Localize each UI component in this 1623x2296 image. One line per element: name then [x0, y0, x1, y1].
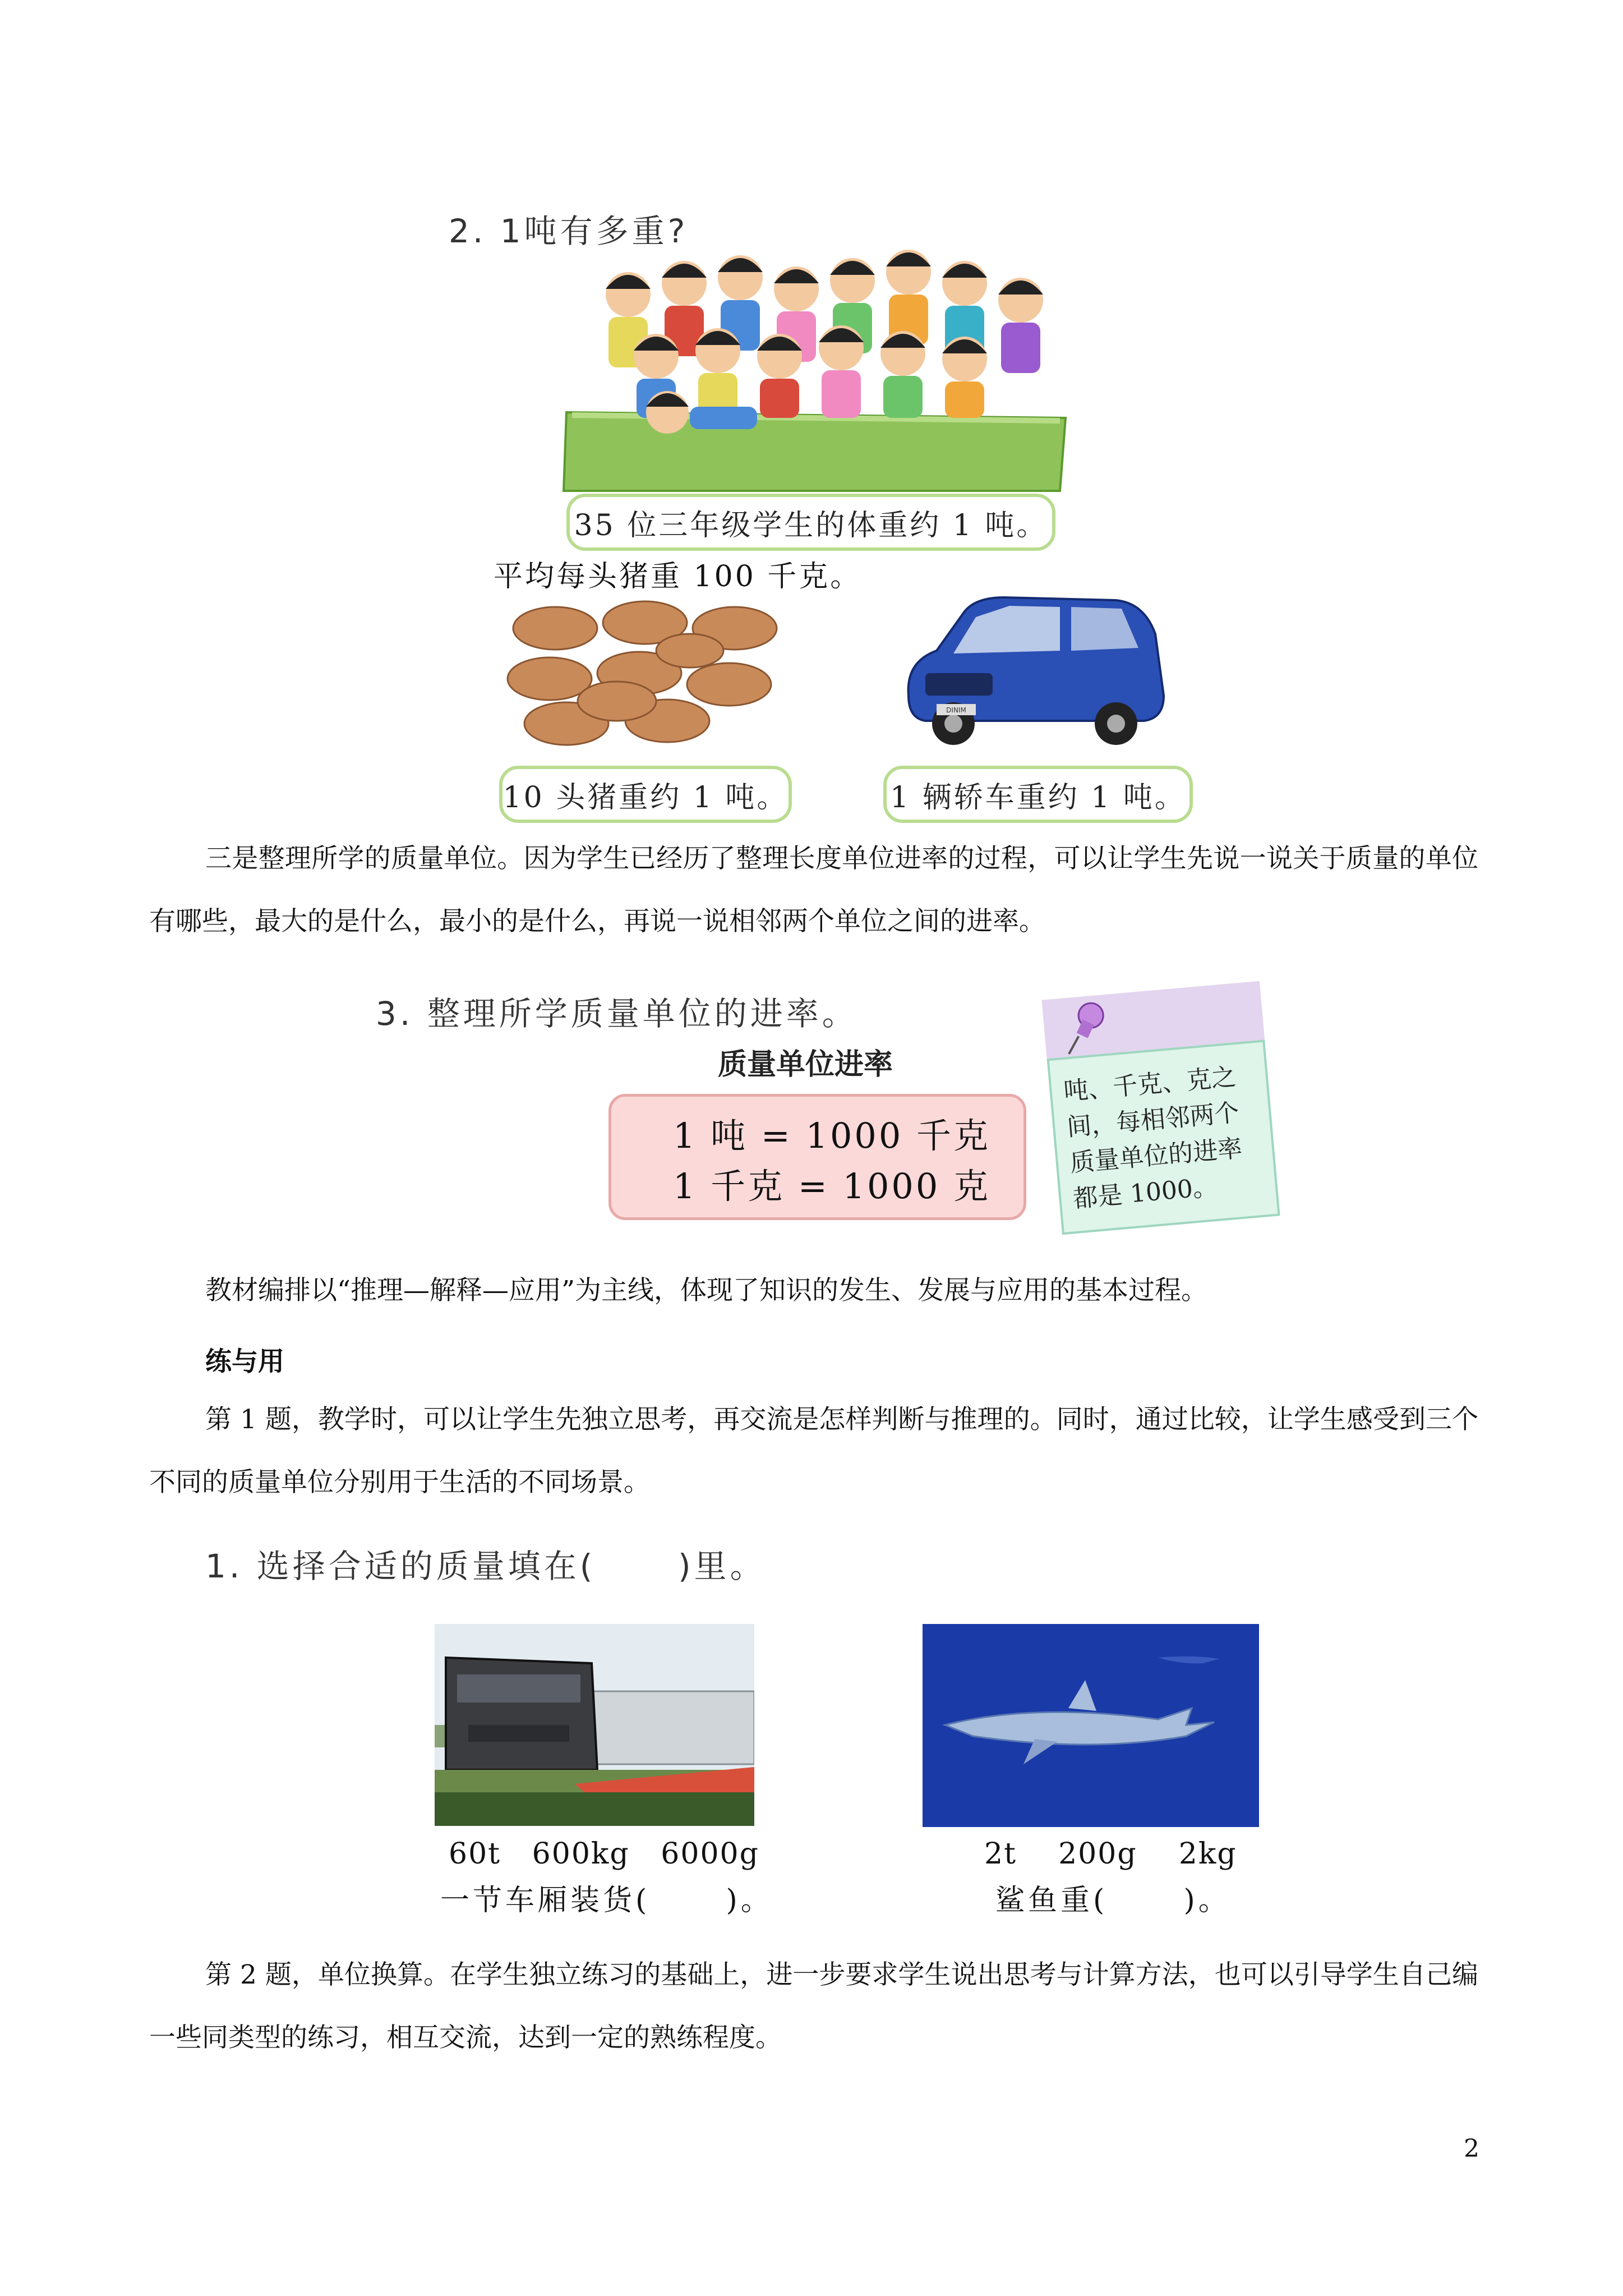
pig-intro-text: 平均每头猪重 100 千克。 [494, 560, 862, 593]
note-card [1041, 981, 1280, 1235]
train-photo [435, 1624, 754, 1826]
pushpin-icon [1059, 997, 1114, 1057]
figure-choose-title: 1. 选择合适的质量填在( )里。 [205, 1547, 766, 1585]
pigs-illustration [505, 589, 791, 757]
paragraph-exercise-2: 第 2 题，单位换算。在学生独立练习的基础上，进一步要求学生说出思考与计算方法，也可以引导学生自己编一些同类型的练习，相互交流，达到一定的熟练程度。 [149, 1959, 1478, 2053]
students-caption: 35 位三年级学生的体重约 1 吨。 [566, 494, 1055, 551]
note-card-text: 吨、千克、克之间，每相邻两个质量单位的进率都是 1000。 [1062, 1062, 1244, 1214]
car-illustration [892, 583, 1172, 752]
car-license-plate: DINIM [946, 706, 966, 714]
rates-box-title: 质量单位进率 [718, 1048, 893, 1082]
rate-ton-kg: 1 吨 = 1000 千克 [673, 1115, 991, 1156]
students-illustration [555, 227, 1077, 496]
paragraph-textbook-design: 教材编排以“推理—解释—应用”为主线，体现了知识的发生、发展与应用的基本过程。 [205, 1275, 1208, 1306]
figure-weight-title: 2. 1吨有多重? [449, 212, 689, 250]
train-options: 60t 600kg 6000g [449, 1837, 759, 1871]
paragraph-organize-units: 三是整理所学的质量单位。因为学生已经历了整理长度单位进率的过程，可以让学生先说一说关于质量的单位有哪些，最大的是什么，最小的是什么，再说一说相邻两个单位之间的进率。 [149, 843, 1478, 937]
rate-kg-g: 1 千克 = 1000 克 [673, 1166, 991, 1207]
car-caption: 1 辆轿车重约 1 吨。 [883, 766, 1193, 823]
train-caption: 一节车厢装货( )。 [440, 1884, 773, 1917]
figure-rates-title: 3. 整理所学质量单位的进率。 [376, 995, 858, 1033]
shark-options: 2t 200g 2kg [984, 1837, 1237, 1871]
shark-caption: 鲨鱼重( )。 [995, 1884, 1231, 1917]
paragraph-exercise-1: 第 1 题，教学时，可以让学生先独立思考，再交流是怎样判断与推理的。同时，通过比较，让学生感受到三个不同的质量单位分别用于生活的不同场景。 [149, 1404, 1478, 1498]
section-heading-practice: 练与用 [205, 1346, 284, 1377]
shark-photo [923, 1624, 1259, 1827]
pigs-caption: 10 头猪重约 1 吨。 [499, 766, 792, 823]
page-number: 2 [1464, 2134, 1479, 2163]
